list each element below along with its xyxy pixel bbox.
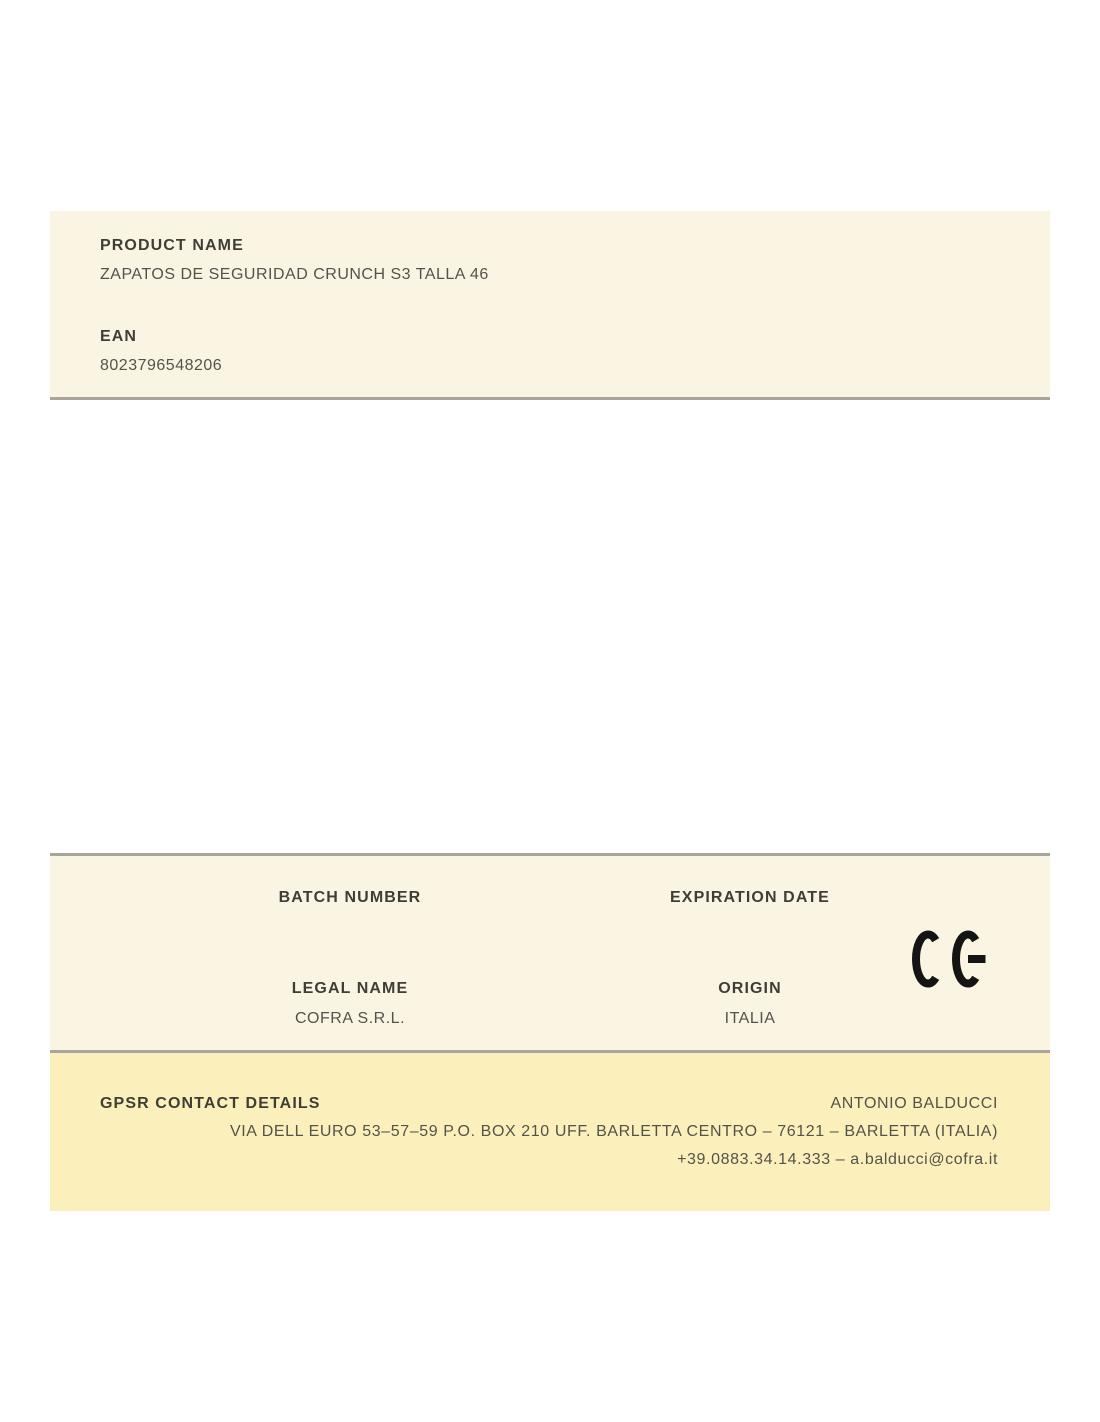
legal-origin-row bbox=[150, 981, 950, 1027]
batch-number-field bbox=[150, 890, 550, 936]
legal-name-label: LEGAL NAME bbox=[291, 980, 409, 997]
origin-label: ORIGIN bbox=[718, 980, 782, 997]
product-name-field bbox=[100, 238, 1000, 283]
batch-legal-panel bbox=[50, 853, 1050, 1053]
contact-person-name: ANTONIO BALDUCCI bbox=[830, 1095, 998, 1112]
contact-address: VIA DELL EURO 53–57–59 P.O. BOX 210 UFF. BARLETTA CENTRO – 76121 – BARLETTA (ITALIA) bbox=[229, 1123, 998, 1140]
legal-name-value: COFRA S.R.L. bbox=[294, 1010, 406, 1027]
ean-value: 8023796548206 bbox=[100, 357, 223, 374]
origin-field bbox=[550, 981, 950, 1027]
batch-number-label: BATCH NUMBER bbox=[278, 889, 422, 906]
gpsr-contact-panel bbox=[50, 1053, 1050, 1211]
product-name-label: PRODUCT NAME bbox=[100, 237, 244, 254]
legal-name-field bbox=[150, 981, 550, 1027]
expiration-date-value bbox=[550, 920, 950, 936]
expiration-date-label: EXPIRATION DATE bbox=[670, 889, 830, 906]
ce-mark-icon bbox=[912, 930, 992, 988]
expiration-date-field bbox=[550, 890, 950, 936]
batch-number-value bbox=[150, 920, 550, 936]
origin-value: ITALIA bbox=[724, 1010, 776, 1027]
ean-label: EAN bbox=[100, 328, 138, 345]
product-name-value: ZAPATOS DE SEGURIDAD CRUNCH S3 TALLA 46 bbox=[100, 266, 489, 283]
product-info-panel bbox=[50, 211, 1050, 400]
contact-phone-email: +39.0883.34.14.333 – a.balducci@cofra.it bbox=[677, 1151, 998, 1168]
ean-field bbox=[100, 329, 1000, 374]
contact-header-row bbox=[100, 1096, 998, 1112]
gpsr-contact-heading: GPSR CONTACT DETAILS bbox=[100, 1095, 321, 1112]
batch-expiration-row bbox=[150, 890, 950, 936]
